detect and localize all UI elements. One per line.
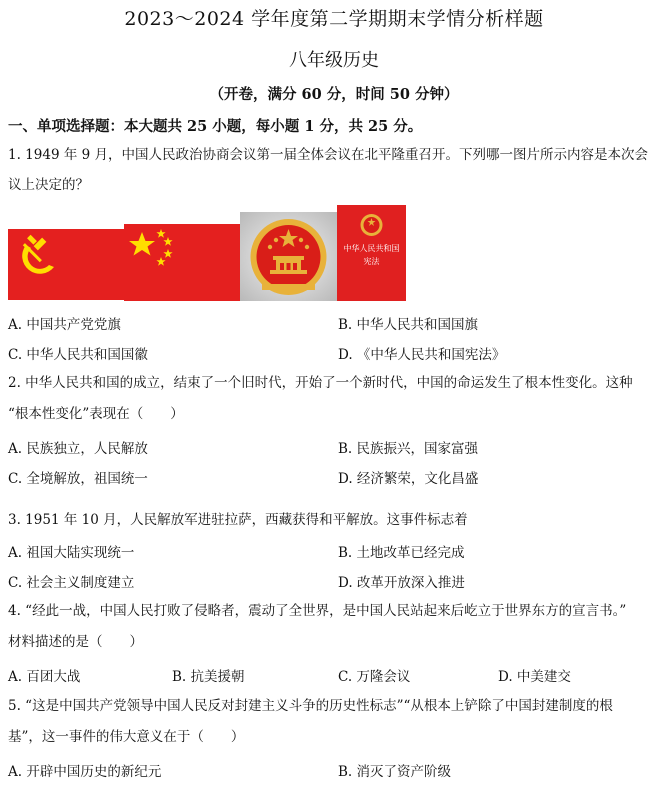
exam-subtitle: 八年级历史	[289, 50, 379, 71]
question-3-option-d[interactable]: D. 改革开放深入推进	[338, 575, 465, 591]
question-1-option-d[interactable]: D. 《中华人民共和国宪法》	[338, 347, 506, 363]
question-4-option-c[interactable]: C. 万隆会议	[338, 669, 411, 685]
question-2-option-d[interactable]: D. 经济繁荣，文化昌盛	[338, 471, 479, 487]
exam-title: 2023～2024 学年度第二学期期末学情分析样题	[124, 8, 544, 30]
national-flag-image	[124, 224, 240, 301]
question-4-option-b[interactable]: B. 抗美援朝	[172, 669, 245, 685]
question-1-option-b[interactable]: B. 中华人民共和国国旗	[338, 317, 479, 333]
question-5-option-a[interactable]: A. 开辟中国历史的新纪元	[8, 764, 162, 780]
question-5-stem-line-2: 基”，这一事件的伟大意义在于（ ）	[8, 729, 245, 745]
question-5-stem-line-1: 5. “这是中国共产党领导中国人民反对封建主义斗争的历史性标志”“从根本上铲除了中国封建制度的根	[8, 698, 613, 714]
constitution-cover-line-2: 宪法	[363, 257, 380, 266]
question-2-option-c[interactable]: C. 全境解放，祖国统一	[8, 471, 148, 487]
exam-note: （开卷，满分 60 分，时间 50 分钟）	[209, 86, 459, 103]
constitution-book-image	[337, 205, 406, 301]
question-1-option-c[interactable]: C. 中华人民共和国国徽	[8, 347, 148, 363]
question-3-stem: 3. 1951 年 10 月，人民解放军进驻拉萨，西藏获得和平解放。这事件标志着	[8, 512, 468, 528]
question-1-stem-line-1: 1. 1949 年 9 月，中国人民政治协商会议第一届全体会议在北平隆重召开。下列哪一图片所示内容是本次会	[8, 147, 648, 163]
question-2-stem-line-2: “根本性变化”表现在（ ）	[8, 406, 184, 422]
question-3-option-a[interactable]: A. 祖国大陆实现统一	[8, 545, 135, 561]
question-4-stem-line-1: 4. “经此一战，中国人民打败了侵略者，震动了全世界，是中国人民站起来后屹立于世界东方的宣言书。”	[8, 603, 627, 619]
question-5-option-b[interactable]: B. 消灭了资产阶级	[338, 764, 452, 780]
hammer-sickle-icon	[8, 229, 124, 300]
question-1-option-a[interactable]: A. 中国共产党党旗	[8, 317, 121, 333]
emblem-small-icon	[337, 207, 406, 247]
question-2-option-a[interactable]: A. 民族独立，人民解放	[8, 441, 148, 457]
party-flag-image	[8, 229, 124, 300]
national-emblem-icon	[240, 212, 337, 301]
question-4-option-d[interactable]: D. 中美建交	[498, 669, 571, 685]
question-2-stem-line-1: 2. 中华人民共和国的成立，结束了一个旧时代，开始了一个新时代，中国的命运发生了根本性变化。这种	[8, 375, 633, 391]
question-1-stem-line-2: 议上决定的？	[8, 177, 89, 193]
question-4-stem-line-2: 材料描述的是（ ）	[8, 634, 143, 650]
question-2-option-b[interactable]: B. 民族振兴，国家富强	[338, 441, 479, 457]
section-heading: 一、单项选择题：本大题共 25 小题，每小题 1 分，共 25 分。	[8, 118, 423, 135]
question-3-option-b[interactable]: B. 土地改革已经完成	[338, 545, 465, 561]
question-3-option-c[interactable]: C. 社会主义制度建立	[8, 575, 135, 591]
question-4-option-a[interactable]: A. 百团大战	[8, 669, 81, 685]
constitution-cover-line-1: 中华人民共和国	[343, 244, 400, 253]
five-star-flag-icon	[124, 224, 240, 301]
national-emblem-image	[240, 212, 337, 301]
